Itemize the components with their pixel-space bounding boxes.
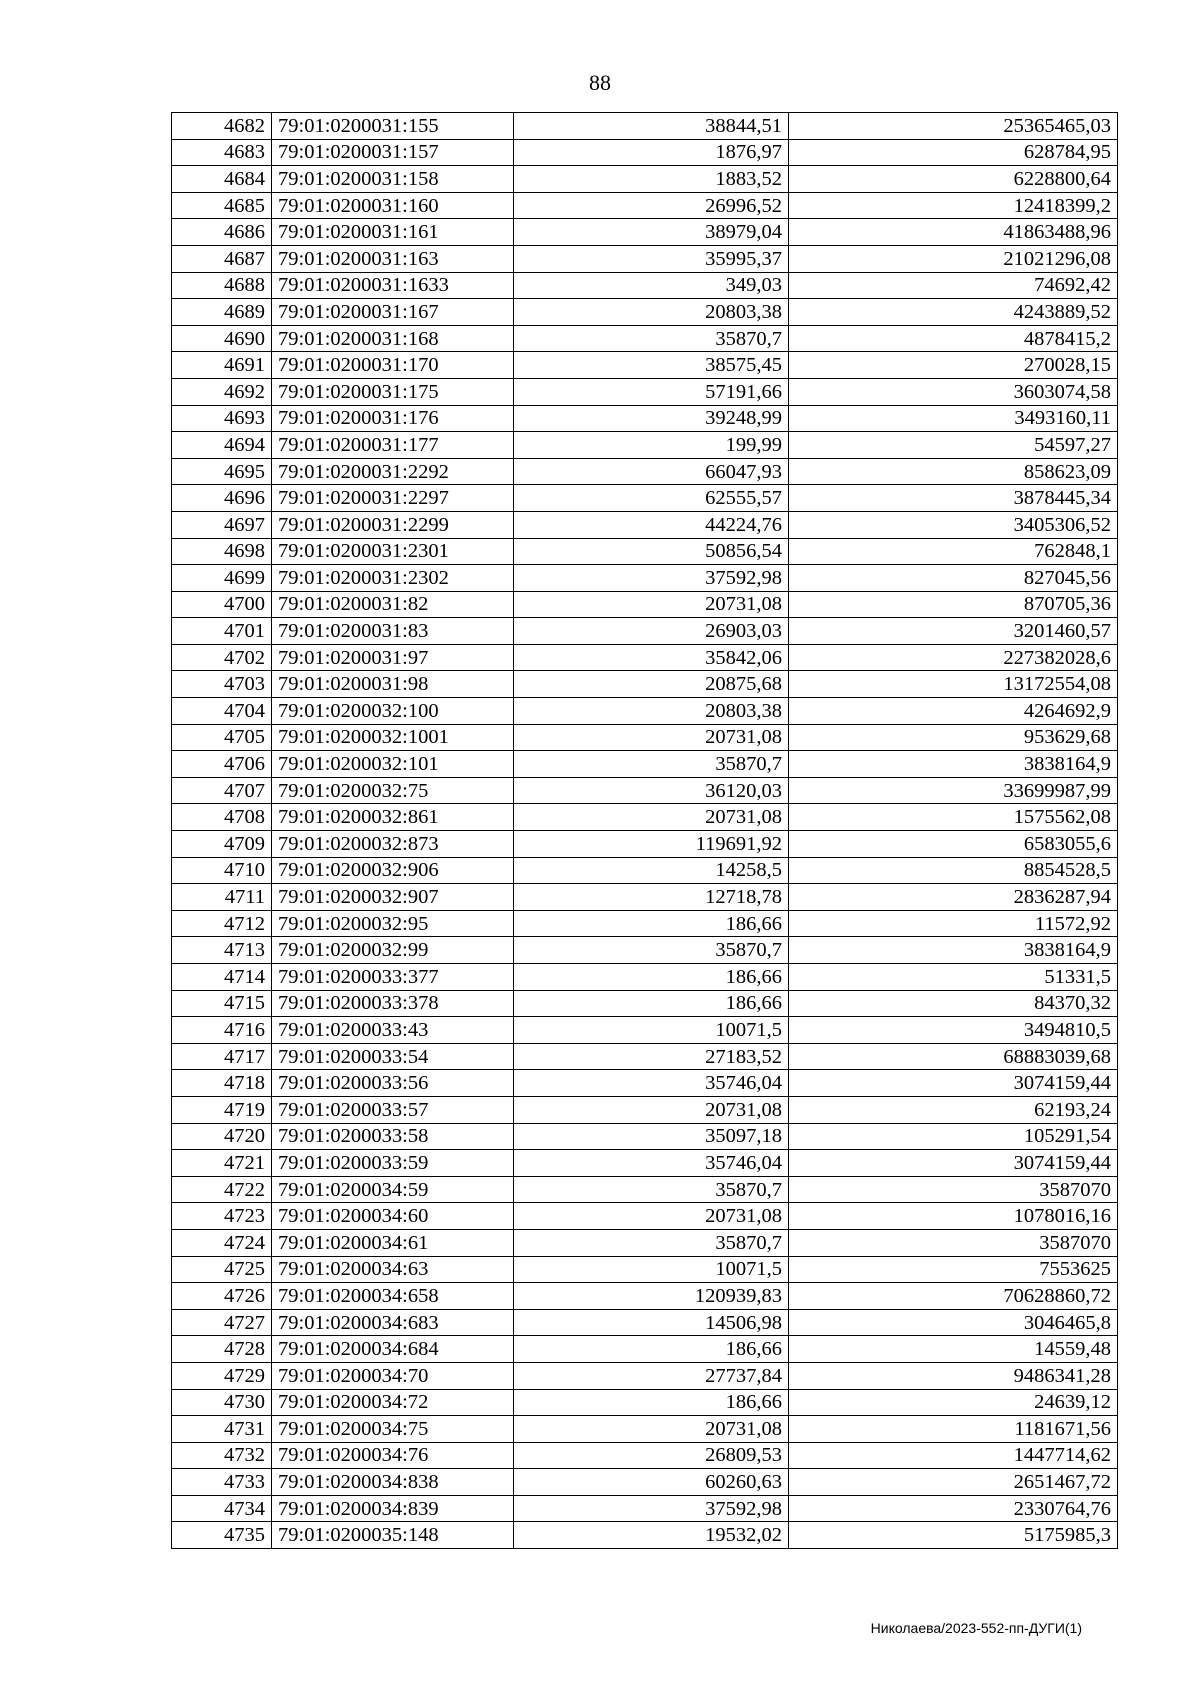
area-value: 57191,66 [514,378,789,405]
row-number: 4729 [172,1362,272,1389]
area-value: 1883,52 [514,166,789,193]
cadastral-number: 79:01:0200035:148 [272,1522,514,1549]
cadastral-number: 79:01:0200034:76 [272,1442,514,1469]
cost-value: 5175985,3 [789,1522,1118,1549]
area-value: 39248,99 [514,405,789,432]
area-value: 35870,7 [514,937,789,964]
row-number: 4709 [172,831,272,858]
table-row [172,591,1118,618]
area-value: 120939,83 [514,1283,789,1310]
row-number: 4697 [172,511,272,538]
table-row [172,1203,1118,1230]
area-value: 62555,57 [514,485,789,512]
row-number: 4726 [172,1283,272,1310]
area-value: 35842,06 [514,644,789,671]
row-number: 4720 [172,1123,272,1150]
cost-value: 3494810,5 [789,1017,1118,1044]
row-number: 4725 [172,1256,272,1283]
row-number: 4685 [172,192,272,219]
area-value: 20731,08 [514,591,789,618]
cost-value: 9486341,28 [789,1362,1118,1389]
cadastral-number: 79:01:0200033:57 [272,1096,514,1123]
cadastral-number: 79:01:0200031:82 [272,591,514,618]
page-number: 88 [589,70,611,95]
row-number: 4723 [172,1203,272,1230]
table-row [172,299,1118,326]
cadastral-number: 79:01:0200034:75 [272,1416,514,1443]
row-number: 4727 [172,1309,272,1336]
cost-value: 827045,56 [789,565,1118,592]
cost-value: 3838164,9 [789,751,1118,778]
cadastral-number: 79:01:0200032:906 [272,857,514,884]
cadastral-number: 79:01:0200033:54 [272,1043,514,1070]
row-number: 4696 [172,485,272,512]
cadastral-number: 79:01:0200034:63 [272,1256,514,1283]
cadastral-number: 79:01:0200034:838 [272,1469,514,1496]
cadastral-number: 79:01:0200034:683 [272,1309,514,1336]
row-number: 4722 [172,1176,272,1203]
cadastral-number: 79:01:0200032:95 [272,910,514,937]
table-row [172,1123,1118,1150]
cadastral-number: 79:01:0200031:170 [272,352,514,379]
cadastral-number: 79:01:0200033:378 [272,990,514,1017]
table-row [172,1336,1118,1363]
cost-value: 70628860,72 [789,1283,1118,1310]
cost-value: 1078016,16 [789,1203,1118,1230]
area-value: 36120,03 [514,777,789,804]
cadastral-number: 79:01:0200031:97 [272,644,514,671]
area-value: 20875,68 [514,671,789,698]
area-value: 35995,37 [514,245,789,272]
area-value: 20731,08 [514,804,789,831]
cost-value: 68883039,68 [789,1043,1118,1070]
cadastral-number: 79:01:0200031:98 [272,671,514,698]
row-number: 4699 [172,565,272,592]
area-value: 119691,92 [514,831,789,858]
cadastral-number: 79:01:0200032:100 [272,698,514,725]
document-footer: Николаева/2023-552-пп-ДУГИ(1) [870,1620,1082,1636]
cadastral-number: 79:01:0200032:907 [272,884,514,911]
row-number: 4688 [172,272,272,299]
row-number: 4702 [172,644,272,671]
cost-value: 21021296,08 [789,245,1118,272]
row-number: 4713 [172,937,272,964]
table-row [172,352,1118,379]
table-row [172,1416,1118,1443]
row-number: 4721 [172,1150,272,1177]
table-row [172,698,1118,725]
cadastral-number: 79:01:0200032:99 [272,937,514,964]
cadastral-number: 79:01:0200033:59 [272,1150,514,1177]
cost-value: 270028,15 [789,352,1118,379]
area-value: 10071,5 [514,1256,789,1283]
area-value: 26996,52 [514,192,789,219]
area-value: 27737,84 [514,1362,789,1389]
area-value: 35870,7 [514,751,789,778]
cost-value: 3603074,58 [789,378,1118,405]
cost-value: 3046465,8 [789,1309,1118,1336]
cost-value: 628784,95 [789,139,1118,166]
area-value: 27183,52 [514,1043,789,1070]
cost-value: 24639,12 [789,1389,1118,1416]
table-row [172,1442,1118,1469]
table-row [172,1043,1118,1070]
area-value: 20731,08 [514,1203,789,1230]
cadastral-number: 79:01:0200033:377 [272,964,514,991]
area-value: 186,66 [514,964,789,991]
cost-value: 3201460,57 [789,618,1118,645]
cost-value: 6583055,6 [789,831,1118,858]
row-number: 4731 [172,1416,272,1443]
cadastral-number: 79:01:0200034:60 [272,1203,514,1230]
row-number: 4708 [172,804,272,831]
row-number: 4694 [172,432,272,459]
cadastral-number: 79:01:0200032:101 [272,751,514,778]
cadastral-number: 79:01:0200031:167 [272,299,514,326]
cost-value: 3493160,11 [789,405,1118,432]
cost-value: 2836287,94 [789,884,1118,911]
cost-value: 1181671,56 [789,1416,1118,1443]
area-value: 20731,08 [514,724,789,751]
row-number: 4682 [172,113,272,140]
area-value: 37592,98 [514,1495,789,1522]
table-row [172,964,1118,991]
row-number: 4704 [172,698,272,725]
area-value: 35746,04 [514,1070,789,1097]
cost-value: 12418399,2 [789,192,1118,219]
cost-value: 13172554,08 [789,671,1118,698]
cadastral-number: 79:01:0200034:61 [272,1229,514,1256]
row-number: 4690 [172,325,272,352]
area-value: 26903,03 [514,618,789,645]
cadastral-number: 79:01:0200031:1633 [272,272,514,299]
table-row [172,1309,1118,1336]
table-row [172,831,1118,858]
area-value: 38979,04 [514,219,789,246]
cost-value: 3878445,34 [789,485,1118,512]
table-row [172,1096,1118,1123]
table-row [172,618,1118,645]
row-number: 4707 [172,777,272,804]
row-number: 4717 [172,1043,272,1070]
cadastral-number: 79:01:0200031:2302 [272,565,514,592]
cadastral-number: 79:01:0200034:658 [272,1283,514,1310]
area-value: 35870,7 [514,325,789,352]
table-row [172,166,1118,193]
row-number: 4693 [172,405,272,432]
cost-value: 3587070 [789,1176,1118,1203]
row-number: 4700 [172,591,272,618]
row-number: 4733 [172,1469,272,1496]
row-number: 4715 [172,990,272,1017]
table-row [172,485,1118,512]
table-row [172,378,1118,405]
row-number: 4692 [172,378,272,405]
area-value: 35097,18 [514,1123,789,1150]
cost-value: 4878415,2 [789,325,1118,352]
area-value: 38844,51 [514,113,789,140]
table-row [172,1495,1118,1522]
cost-value: 84370,32 [789,990,1118,1017]
cadastral-number: 79:01:0200032:75 [272,777,514,804]
data-table [171,112,1118,1549]
area-value: 20731,08 [514,1096,789,1123]
cost-value: 3587070 [789,1229,1118,1256]
row-number: 4698 [172,538,272,565]
cost-value: 51331,5 [789,964,1118,991]
cost-value: 4243889,52 [789,299,1118,326]
table-row [172,1017,1118,1044]
table-row [172,405,1118,432]
cost-value: 25365465,03 [789,113,1118,140]
row-number: 4714 [172,964,272,991]
table-row [172,644,1118,671]
table-row [172,511,1118,538]
cadastral-number: 79:01:0200034:72 [272,1389,514,1416]
row-number: 4734 [172,1495,272,1522]
table-row [172,113,1118,140]
row-number: 4710 [172,857,272,884]
table-row [172,245,1118,272]
cost-value: 1575562,08 [789,804,1118,831]
cost-value: 858623,09 [789,458,1118,485]
cost-value: 3838164,9 [789,937,1118,964]
table-row [172,1070,1118,1097]
area-value: 20803,38 [514,299,789,326]
table-row [172,538,1118,565]
cost-value: 6228800,64 [789,166,1118,193]
table-row [172,724,1118,751]
cadastral-number: 79:01:0200031:168 [272,325,514,352]
row-number: 4718 [172,1070,272,1097]
area-value: 35870,7 [514,1229,789,1256]
cost-value: 74692,42 [789,272,1118,299]
table-row [172,1522,1118,1549]
table-row [172,325,1118,352]
cost-value: 1447714,62 [789,1442,1118,1469]
row-number: 4705 [172,724,272,751]
cost-value: 8854528,5 [789,857,1118,884]
area-value: 66047,93 [514,458,789,485]
area-value: 44224,76 [514,511,789,538]
cost-value: 7553625 [789,1256,1118,1283]
area-value: 199,99 [514,432,789,459]
cost-value: 3405306,52 [789,511,1118,538]
cost-value: 953629,68 [789,724,1118,751]
table-row [172,857,1118,884]
area-value: 35870,7 [514,1176,789,1203]
table-row [172,1469,1118,1496]
area-value: 186,66 [514,1389,789,1416]
table-row [172,1362,1118,1389]
cadastral-number: 79:01:0200034:684 [272,1336,514,1363]
area-value: 50856,54 [514,538,789,565]
cost-value: 33699987,99 [789,777,1118,804]
table-row [172,219,1118,246]
table-row [172,990,1118,1017]
table-row [172,139,1118,166]
cost-value: 54597,27 [789,432,1118,459]
cost-value: 227382028,6 [789,644,1118,671]
cost-value: 870705,36 [789,591,1118,618]
cost-value: 2330764,76 [789,1495,1118,1522]
row-number: 4684 [172,166,272,193]
area-value: 14506,98 [514,1309,789,1336]
cadastral-number: 79:01:0200032:873 [272,831,514,858]
cadastral-number: 79:01:0200034:70 [272,1362,514,1389]
row-number: 4687 [172,245,272,272]
row-number: 4706 [172,751,272,778]
cadastral-number: 79:01:0200031:176 [272,405,514,432]
area-value: 37592,98 [514,565,789,592]
row-number: 4716 [172,1017,272,1044]
area-value: 14258,5 [514,857,789,884]
area-value: 186,66 [514,910,789,937]
area-value: 60260,63 [514,1469,789,1496]
row-number: 4683 [172,139,272,166]
cadastral-number: 79:01:0200034:839 [272,1495,514,1522]
area-value: 1876,97 [514,139,789,166]
cadastral-number: 79:01:0200031:161 [272,219,514,246]
row-number: 4728 [172,1336,272,1363]
table-row [172,910,1118,937]
table-row [172,1150,1118,1177]
cadastral-number: 79:01:0200032:1001 [272,724,514,751]
row-number: 4695 [172,458,272,485]
row-number: 4719 [172,1096,272,1123]
cost-value: 2651467,72 [789,1469,1118,1496]
table-row [172,804,1118,831]
row-number: 4711 [172,884,272,911]
row-number: 4703 [172,671,272,698]
area-value: 38575,45 [514,352,789,379]
row-number: 4689 [172,299,272,326]
cost-value: 105291,54 [789,1123,1118,1150]
cadastral-number: 79:01:0200031:2292 [272,458,514,485]
cadastral-number: 79:01:0200031:158 [272,166,514,193]
table-row [172,565,1118,592]
cadastral-number: 79:01:0200031:157 [272,139,514,166]
table-row [172,671,1118,698]
cadastral-number: 79:01:0200031:163 [272,245,514,272]
table-body [172,113,1118,1549]
cadastral-number: 79:01:0200031:175 [272,378,514,405]
area-value: 186,66 [514,1336,789,1363]
table-row [172,777,1118,804]
row-number: 4730 [172,1389,272,1416]
area-value: 35746,04 [514,1150,789,1177]
table-row [172,1389,1118,1416]
area-value: 20803,38 [514,698,789,725]
table-row [172,272,1118,299]
cadastral-number: 79:01:0200034:59 [272,1176,514,1203]
table-row [172,1283,1118,1310]
cadastral-number: 79:01:0200032:861 [272,804,514,831]
area-value: 12718,78 [514,884,789,911]
table-row [172,458,1118,485]
cost-value: 762848,1 [789,538,1118,565]
table-row [172,1256,1118,1283]
area-value: 186,66 [514,990,789,1017]
area-value: 20731,08 [514,1416,789,1443]
cost-value: 3074159,44 [789,1070,1118,1097]
cost-value: 11572,92 [789,910,1118,937]
cadastral-number: 79:01:0200031:155 [272,113,514,140]
row-number: 4732 [172,1442,272,1469]
cadastral-number: 79:01:0200031:2299 [272,511,514,538]
cost-value: 4264692,9 [789,698,1118,725]
cost-value: 3074159,44 [789,1150,1118,1177]
row-number: 4712 [172,910,272,937]
row-number: 4724 [172,1229,272,1256]
row-number: 4701 [172,618,272,645]
area-value: 26809,53 [514,1442,789,1469]
row-number: 4691 [172,352,272,379]
cadastral-number: 79:01:0200033:56 [272,1070,514,1097]
cadastral-number: 79:01:0200031:2301 [272,538,514,565]
table-row [172,1229,1118,1256]
table-row [172,432,1118,459]
cadastral-number: 79:01:0200031:83 [272,618,514,645]
cadastral-number: 79:01:0200033:58 [272,1123,514,1150]
area-value: 19532,02 [514,1522,789,1549]
cadastral-number: 79:01:0200031:2297 [272,485,514,512]
cadastral-number: 79:01:0200033:43 [272,1017,514,1044]
table-row [172,192,1118,219]
table-row [172,937,1118,964]
cost-value: 41863488,96 [789,219,1118,246]
table-row [172,884,1118,911]
area-value: 10071,5 [514,1017,789,1044]
cadastral-number: 79:01:0200031:177 [272,432,514,459]
area-value: 349,03 [514,272,789,299]
table-row [172,751,1118,778]
cadastral-number: 79:01:0200031:160 [272,192,514,219]
row-number: 4686 [172,219,272,246]
table-row [172,1176,1118,1203]
cost-value: 14559,48 [789,1336,1118,1363]
row-number: 4735 [172,1522,272,1549]
cost-value: 62193,24 [789,1096,1118,1123]
